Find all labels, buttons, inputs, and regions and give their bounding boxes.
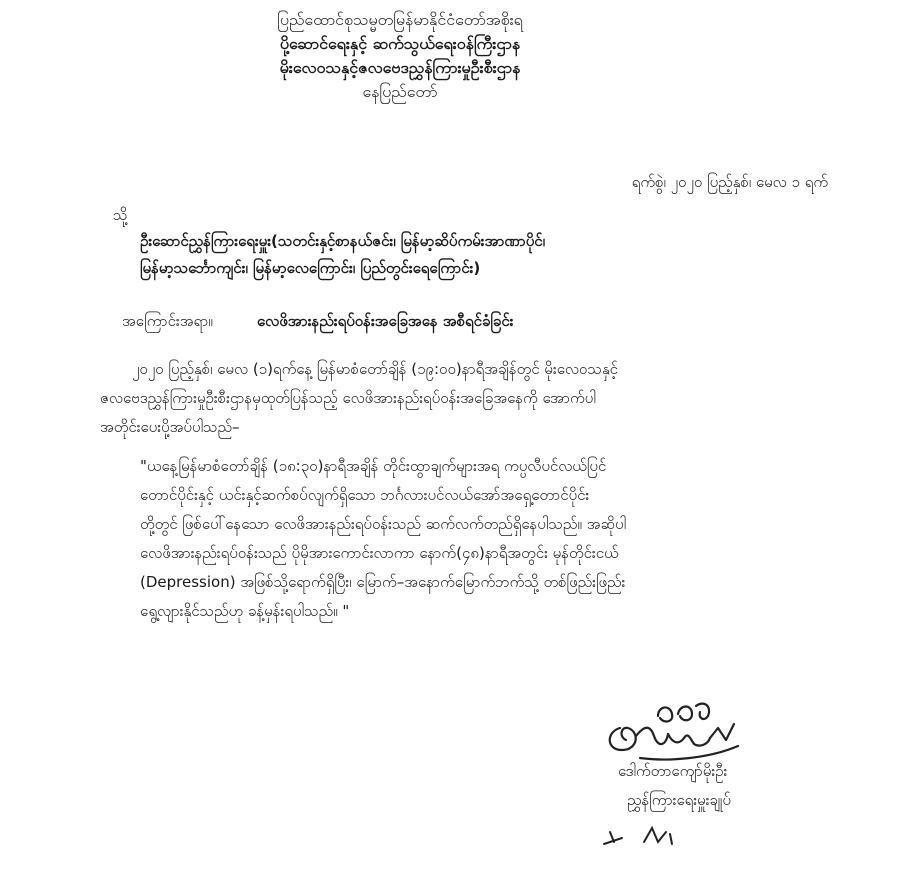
signatory-name: ဒေါက်တာကျော်မိုးဦး: [618, 762, 728, 780]
quote-line-2: တောင်ပိုင်းနှင့် ယင်းနှင့်ဆက်စပ်လျက်ရှိသော ဘင်္ဂလားပင်လယ်အော်အရှေ့တောင်ပိုင်း: [140, 486, 590, 504]
to-label: သို့: [113, 206, 128, 224]
letterhead: [250, 8, 550, 104]
quote-line-4: လေဖိအားနည်းရပ်ဝန်းသည် ပိုမိုအားကောင်းလာကာ နောက်(၄၈)နာရီအတွင်း မုန်တိုင်းငယ်: [140, 544, 619, 562]
subject-label: အကြောင်းအရာ။: [122, 312, 213, 330]
quote-line-1: "ယနေ့မြန်မာစံတော်ချိန် (၁၈:၃၀)နာရီအချိန် တိုင်းထွာချက်များအရ ကပ္ပလီပင်လယ်ပြင်: [140, 457, 607, 475]
letterhead-city: နေပြည်တော်: [362, 82, 438, 101]
forecast-quote: [140, 452, 830, 626]
letter-date: ရက်စွဲ၊ ၂၀၂၀ ပြည့်နှစ်၊ မေလ ၁ ရက်: [631, 173, 828, 191]
recipient-block: [140, 228, 860, 282]
letterhead-ministry: ပို့ဆောင်ရေးနှင့် ဆက်သွယ်ရေးဝန်ကြီးဌာန: [279, 34, 521, 53]
quote-line-3: တို့တွင် ဖြစ်ပေါ်နေသော လေဖိအားနည်းရပ်ဝန်းသည် ဆက်လက်တည်ရှိနေပါသည်။ အဆိုပါ: [140, 515, 627, 533]
body-line-1: ၂၀၂၀ ပြည့်နှစ်၊ မေလ (၁)ရက်နေ့ မြန်မာစံတော်ချိန် (၁၉:၀၀)နာရီအချိန်တွင် မိုးလေဝသနှင့်: [132, 360, 618, 378]
quote-line-6: ရွေ့လျားနိုင်သည်ဟု ခန့်မှန်းရပါသည်။ ": [140, 602, 350, 620]
letterhead-department: မိုးလေဝသနှင့်ဇလဗေဒညွှန်ကြားမှုဦးစီးဌာန: [279, 58, 521, 77]
handwritten-initial: [600, 818, 680, 858]
quote-line-5: (Depression) အဖြစ်သို့ရောက်ရှိပြီး၊ မြောက်–အနောက်မြောက်ဘက်သို့ တစ်ဖြည်းဖြည်း: [140, 573, 626, 591]
recipient-line-2: မြန်မာ့သင်္ဘောကျင်း၊ မြန်မာ့လေကြောင်း၊ ပြည်တွင်းရေကြောင်း): [140, 259, 481, 277]
body-paragraph: [100, 355, 820, 442]
subject-text: လေဖိအားနည်းရပ်ဝန်းအခြေအနေ အစီရင်ခံခြင်း: [257, 312, 514, 330]
handwritten-signature: [600, 688, 780, 768]
body-line-3: အတိုင်းပေးပို့အပ်ပါသည်–: [100, 418, 240, 436]
recipient-line-1: ဦးဆောင်ညွှန်ကြားရေးမှူး(သတင်းနှင့်စာနယ်ဇင်း၊ မြန်မာ့ဆိပ်ကမ်းအာဏာပိုင်၊: [140, 232, 545, 250]
body-line-2: ဇလဗေဒညွှန်ကြားမှုဦးစီးဌာနမှထုတ်ပြန်သည့် လေဖိအားနည်းရပ်ဝန်းအခြေအနေကို အောက်ပါ: [100, 389, 596, 407]
letterhead-government: ပြည်ထောင်စုသမ္မတမြန်မာနိုင်ငံတော်အစိုးရ: [277, 10, 523, 29]
signatory-title: ညွှန်ကြားရေးမှူးချုပ်: [627, 791, 731, 809]
